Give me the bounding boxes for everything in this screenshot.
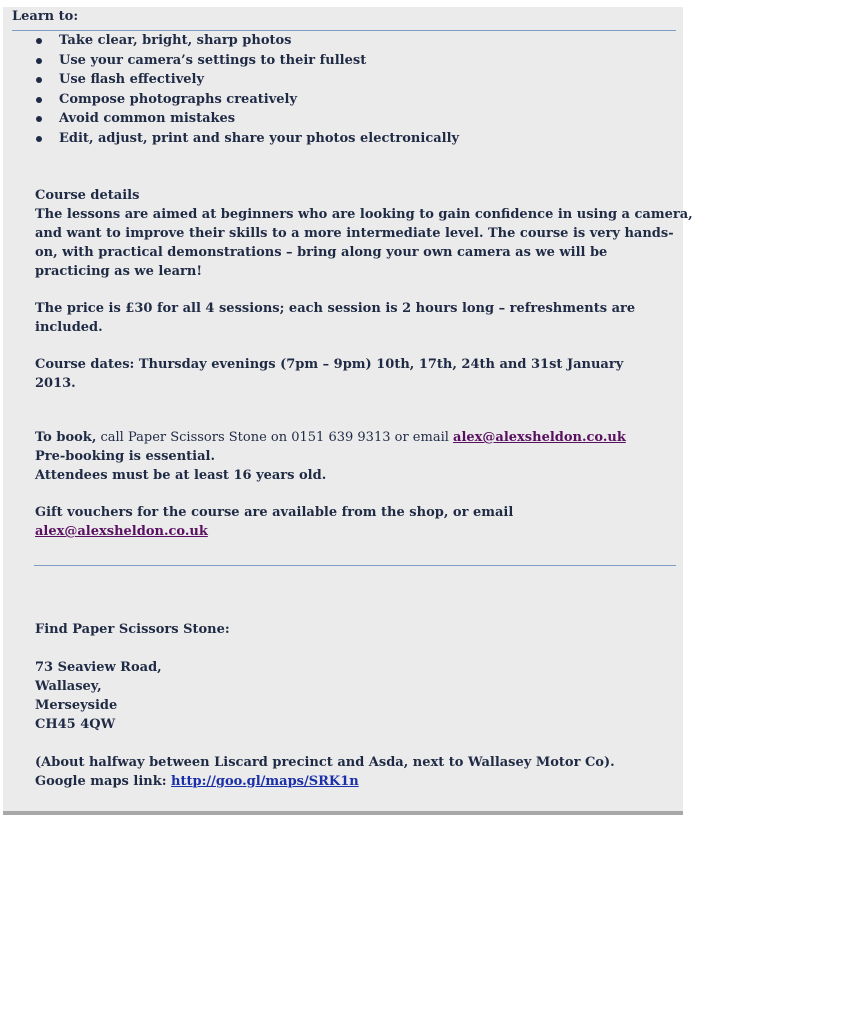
vouchers-email-link[interactable]: alex@alexsheldon.co.uk bbox=[35, 524, 208, 539]
course-info-panel bbox=[3, 7, 693, 811]
learn-list bbox=[3, 31, 459, 149]
booking-section bbox=[35, 428, 675, 485]
age-note: Attendees must be at least 16 years old. bbox=[35, 468, 327, 483]
location-note: (About halfway between Liscard precinct and Asda, next to Wallasey Motor Co). bbox=[35, 755, 615, 770]
vouchers-text: Gift vouchers for the course are available from the shop, or email bbox=[35, 505, 514, 520]
bullet-icon bbox=[36, 97, 42, 103]
bullet-icon bbox=[36, 77, 42, 83]
maps-label: Google maps link: bbox=[35, 774, 172, 789]
address-line: Wallasey, bbox=[35, 679, 102, 694]
maps-link[interactable]: http://goo.gl/maps/SRK1n bbox=[171, 774, 359, 789]
description-line: on, with practical demonstrations – bring along your own camera as we will be bbox=[35, 245, 608, 260]
booking-email-link[interactable]: alex@alexsheldon.co.uk bbox=[453, 430, 626, 445]
bullet-icon bbox=[36, 136, 42, 142]
price-line: included. bbox=[35, 320, 103, 335]
bullet-icon bbox=[36, 38, 42, 44]
description-line: practicing as we learn! bbox=[35, 264, 203, 279]
list-item: Avoid common mistakes bbox=[3, 109, 459, 129]
list-item: Edit, adjust, print and share your photos electronically bbox=[3, 129, 459, 149]
list-item: Compose photographs creatively bbox=[3, 90, 459, 110]
vouchers-section bbox=[35, 503, 675, 541]
booking-line bbox=[35, 428, 675, 447]
description-line: and want to improve their skills to a more intermediate level. The course is very hands- bbox=[35, 226, 674, 241]
bullet-icon bbox=[36, 58, 42, 64]
address-line: CH45 4QW bbox=[35, 717, 116, 732]
dates-line: Course dates: Thursday evenings (7pm – 9pm) 10th, 17th, 24th and 31st January bbox=[35, 357, 624, 372]
section-divider bbox=[34, 565, 676, 566]
maps-line bbox=[35, 772, 675, 791]
list-item: Use flash effectively bbox=[3, 70, 459, 90]
price-section bbox=[35, 299, 675, 337]
booking-label: To book, bbox=[35, 430, 97, 445]
list-item: Use your camera’s settings to their fullest bbox=[3, 51, 459, 71]
price-line: The price is £30 for all 4 sessions; each session is 2 hours long – refreshments are bbox=[35, 301, 636, 316]
prebook-note: Pre-booking is essential. bbox=[35, 449, 215, 464]
find-section bbox=[35, 620, 675, 791]
list-item: Take clear, bright, sharp photos bbox=[3, 31, 459, 51]
address-line: 73 Seaview Road, bbox=[35, 660, 162, 675]
description-line: The lessons are aimed at beginners who are looking to gain confidence in using a camera, bbox=[35, 207, 693, 222]
address-line: Merseyside bbox=[35, 698, 118, 713]
learn-heading: Learn to: bbox=[12, 9, 79, 24]
find-heading: Find Paper Scissors Stone: bbox=[35, 622, 230, 637]
bullet-icon bbox=[36, 116, 42, 122]
course-details-heading: Course details bbox=[35, 188, 140, 203]
course-details-section bbox=[35, 186, 693, 281]
dates-line: 2013. bbox=[35, 376, 76, 391]
dates-section bbox=[35, 355, 675, 393]
booking-text: call Paper Scissors Stone on 0151 639 9313 or email bbox=[96, 430, 454, 445]
